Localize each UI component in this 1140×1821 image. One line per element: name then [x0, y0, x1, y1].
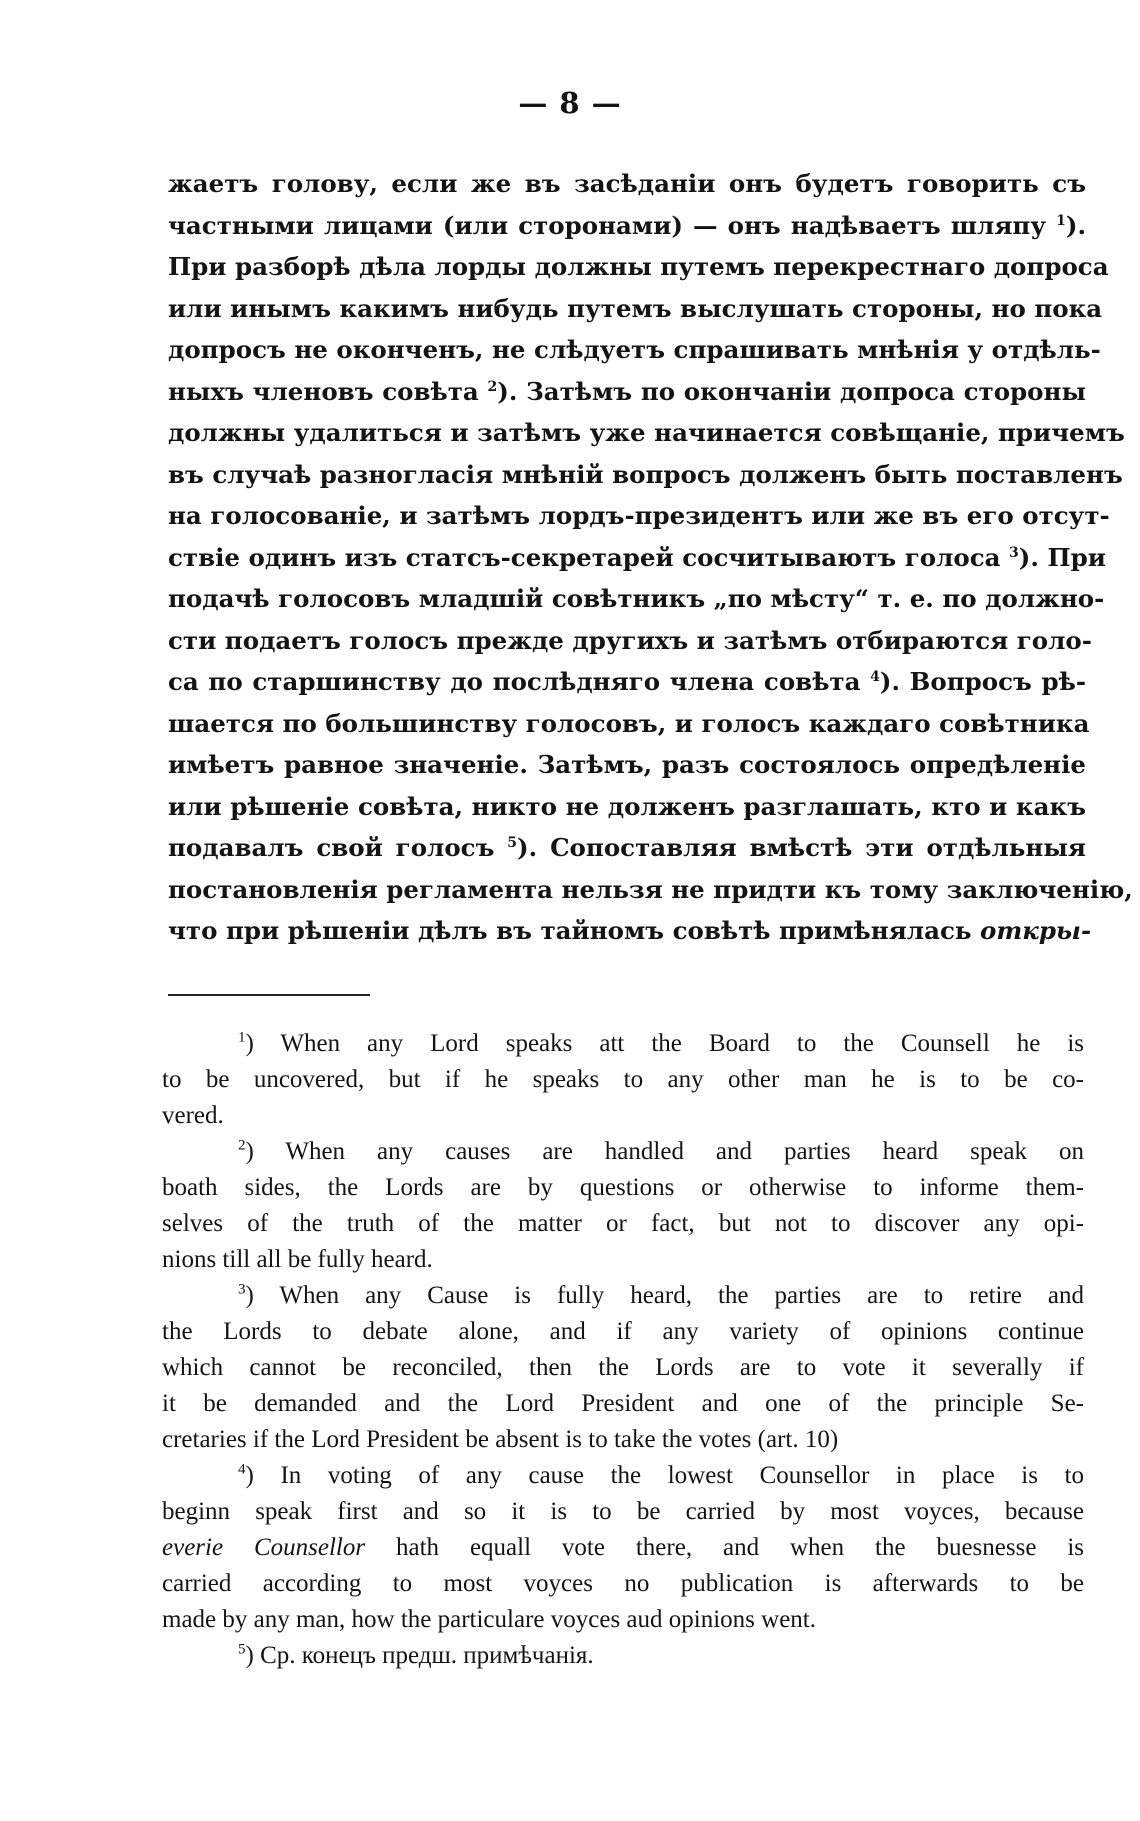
footnote-marker-close: ): [245, 1462, 254, 1489]
footnote-ref-4: 4: [870, 668, 880, 685]
text-line: допросъ не оконченъ, не слѣдуетъ спрашивать мнѣнія у отдѣль-: [168, 335, 1101, 364]
text-line: [168, 661, 1086, 703]
footnote-text: hath equall vote there, and when the buesnesse is: [396, 1534, 1085, 1561]
footnote-line: boath sides, the Lords are by questions or otherwise to informe them-: [162, 1174, 1084, 1201]
text-segment: ствіе одинъ изъ статсъ-секретарей сосчитываютъ голоса: [168, 542, 1001, 572]
footnote-line: [162, 1458, 1084, 1494]
text-line: [168, 371, 1086, 413]
text-segment: подавалъ свой голосъ: [168, 833, 495, 862]
text-segment: Сопоставляя вмѣстѣ эти отдѣльныя: [550, 833, 1087, 862]
text-line: на голосованіе, и затѣмъ лордъ-президентъ или же въ его отсут-: [168, 501, 1110, 530]
text-line: сти подаетъ голосъ прежде другихъ и затѣмъ отбираются голо-: [168, 625, 1092, 655]
footnote-line: [162, 1026, 1084, 1062]
footnote-1: [162, 1026, 1084, 1134]
footnote-marker: 2: [238, 1137, 246, 1154]
text-segment: ныхъ членовъ совѣта: [168, 376, 479, 406]
footnote-marker: 5: [238, 1641, 246, 1658]
footnote-line: nions till all be fully heard.: [162, 1246, 433, 1273]
text-line: или рѣшеніе совѣта, никто не долженъ разглашать, кто и какъ: [168, 791, 1086, 821]
text-line: шается по большинству голосовъ, и голосъ каждаго совѣтника: [168, 708, 1090, 738]
footnote-4: [162, 1458, 1084, 1638]
footnote-marker-close: ): [245, 1282, 254, 1309]
footnote-line: beginn speak first and so it is to be carried by most voyces, because: [162, 1498, 1084, 1525]
footnote-rule: [168, 994, 370, 996]
footnote-ref-close: ).: [517, 833, 538, 862]
footnote-line: cretaries if the Lord President be absent is to take the votes (art. 10): [162, 1426, 839, 1453]
text-segment: При: [1047, 542, 1106, 572]
text-segment: са по старшинству до послѣдняго члена совѣта: [168, 667, 861, 696]
text-line: жаетъ голову, если же въ засѣданіи онъ будетъ говорить съ: [168, 169, 1086, 198]
italic-word: откры-: [980, 916, 1092, 945]
text-segment: частными лицами (или сторонами) — онъ надѣваетъ шляпу: [168, 210, 1047, 240]
italic-phrase: everie Counsellor: [162, 1534, 366, 1561]
footnote-marker-close: ): [245, 1642, 254, 1669]
footnote-line: [162, 1530, 1084, 1566]
text-line: [168, 537, 1106, 579]
text-segment: что при рѣшеніи дѣлъ въ тайномъ совѣтѣ примѣнялась: [168, 916, 972, 945]
footnote-line: it be demanded and the Lord President and one of the principle Se-: [162, 1390, 1084, 1417]
footnote-line: the Lords to debate alone, and if any variety of opinions continue: [162, 1318, 1084, 1345]
footnote-line: [162, 1638, 1084, 1674]
text-line: При разборѣ дѣла лорды должны путемъ перекрестнаго допроса: [168, 252, 1109, 281]
footnote-line: [162, 1278, 1084, 1314]
footnote-ref-close: ).: [1065, 210, 1086, 240]
text-line: [168, 205, 1086, 247]
footnote-ref-5: 5: [507, 834, 518, 851]
footnote-text: In voting of any cause the lowest Counsellor in place is to: [280, 1462, 1084, 1489]
footnotes: [162, 1026, 1084, 1674]
footnote-3: [162, 1278, 1084, 1458]
footnote-line: carried according to most voyces no publication is afterwards to be: [162, 1570, 1084, 1597]
footnote-marker: 4: [238, 1461, 246, 1478]
footnote-5: [162, 1638, 1084, 1674]
text-line: [168, 910, 1092, 952]
footnote-ref-close: ).: [1018, 542, 1039, 572]
footnote-ref-2: 2: [487, 378, 498, 395]
footnote-marker-close: ): [245, 1138, 254, 1165]
text-line: или инымъ какимъ нибудь путемъ выслушать стороны, но пока: [168, 293, 1103, 323]
text-line: постановленія регламента нельзя не придти къ тому заключенію,: [168, 874, 1133, 904]
footnote-line: which cannot be reconciled, then the Lords are to vote it severally if: [162, 1354, 1084, 1381]
footnote-text: When any causes are handled and parties heard speak on: [285, 1138, 1084, 1165]
footnote-ref-1: 1: [1056, 212, 1066, 229]
footnote-text: When any Lord speaks att the Board to the Counsell he is: [280, 1030, 1085, 1057]
footnote-line: vered.: [162, 1102, 224, 1129]
text-segment: Вопросъ рѣ-: [909, 667, 1086, 696]
text-line: подачѣ голосовъ младшій совѣтникъ „по мѣсту“ т. е. по должно-: [168, 584, 1105, 613]
page-number: — 8 —: [518, 86, 622, 120]
footnote-ref-3: 3: [1009, 544, 1019, 561]
text-segment: Затѣмъ по окончаніи допроса стороны: [526, 376, 1087, 406]
text-line: имѣетъ равное значеніе. Затѣмъ, разъ состоялось опредѣленіе: [168, 750, 1086, 779]
footnote-2: [162, 1134, 1084, 1278]
footnote-text: Ср. конецъ предш. примѣчанія.: [260, 1642, 594, 1669]
main-text: [168, 163, 1133, 952]
footnote-text: When any Cause is fully heard, the parties are to retire and: [279, 1282, 1084, 1309]
footnote-ref-close: ).: [497, 376, 518, 406]
text-line: въ случаѣ разногласія мнѣній вопросъ долженъ быть поставленъ: [168, 459, 1123, 489]
text-line: должны удалиться и затѣмъ уже начинается совѣщаніе, причемъ: [168, 418, 1125, 447]
footnote-line: made by any man, how the particulare voyces aud opinions went.: [162, 1606, 816, 1633]
text-line: [168, 827, 1086, 869]
footnote-ref-close: ).: [879, 667, 901, 696]
footnote-marker: 3: [238, 1281, 246, 1298]
footnote-marker-close: ): [245, 1030, 254, 1057]
footnote-line: [162, 1134, 1084, 1170]
footnote-line: selves of the truth of the matter or fact, but not to discover any opi-: [162, 1210, 1084, 1237]
footnote-marker: 1: [238, 1029, 246, 1046]
footnote-line: to be uncovered, but if he speaks to any other man he is to be co-: [162, 1066, 1084, 1093]
